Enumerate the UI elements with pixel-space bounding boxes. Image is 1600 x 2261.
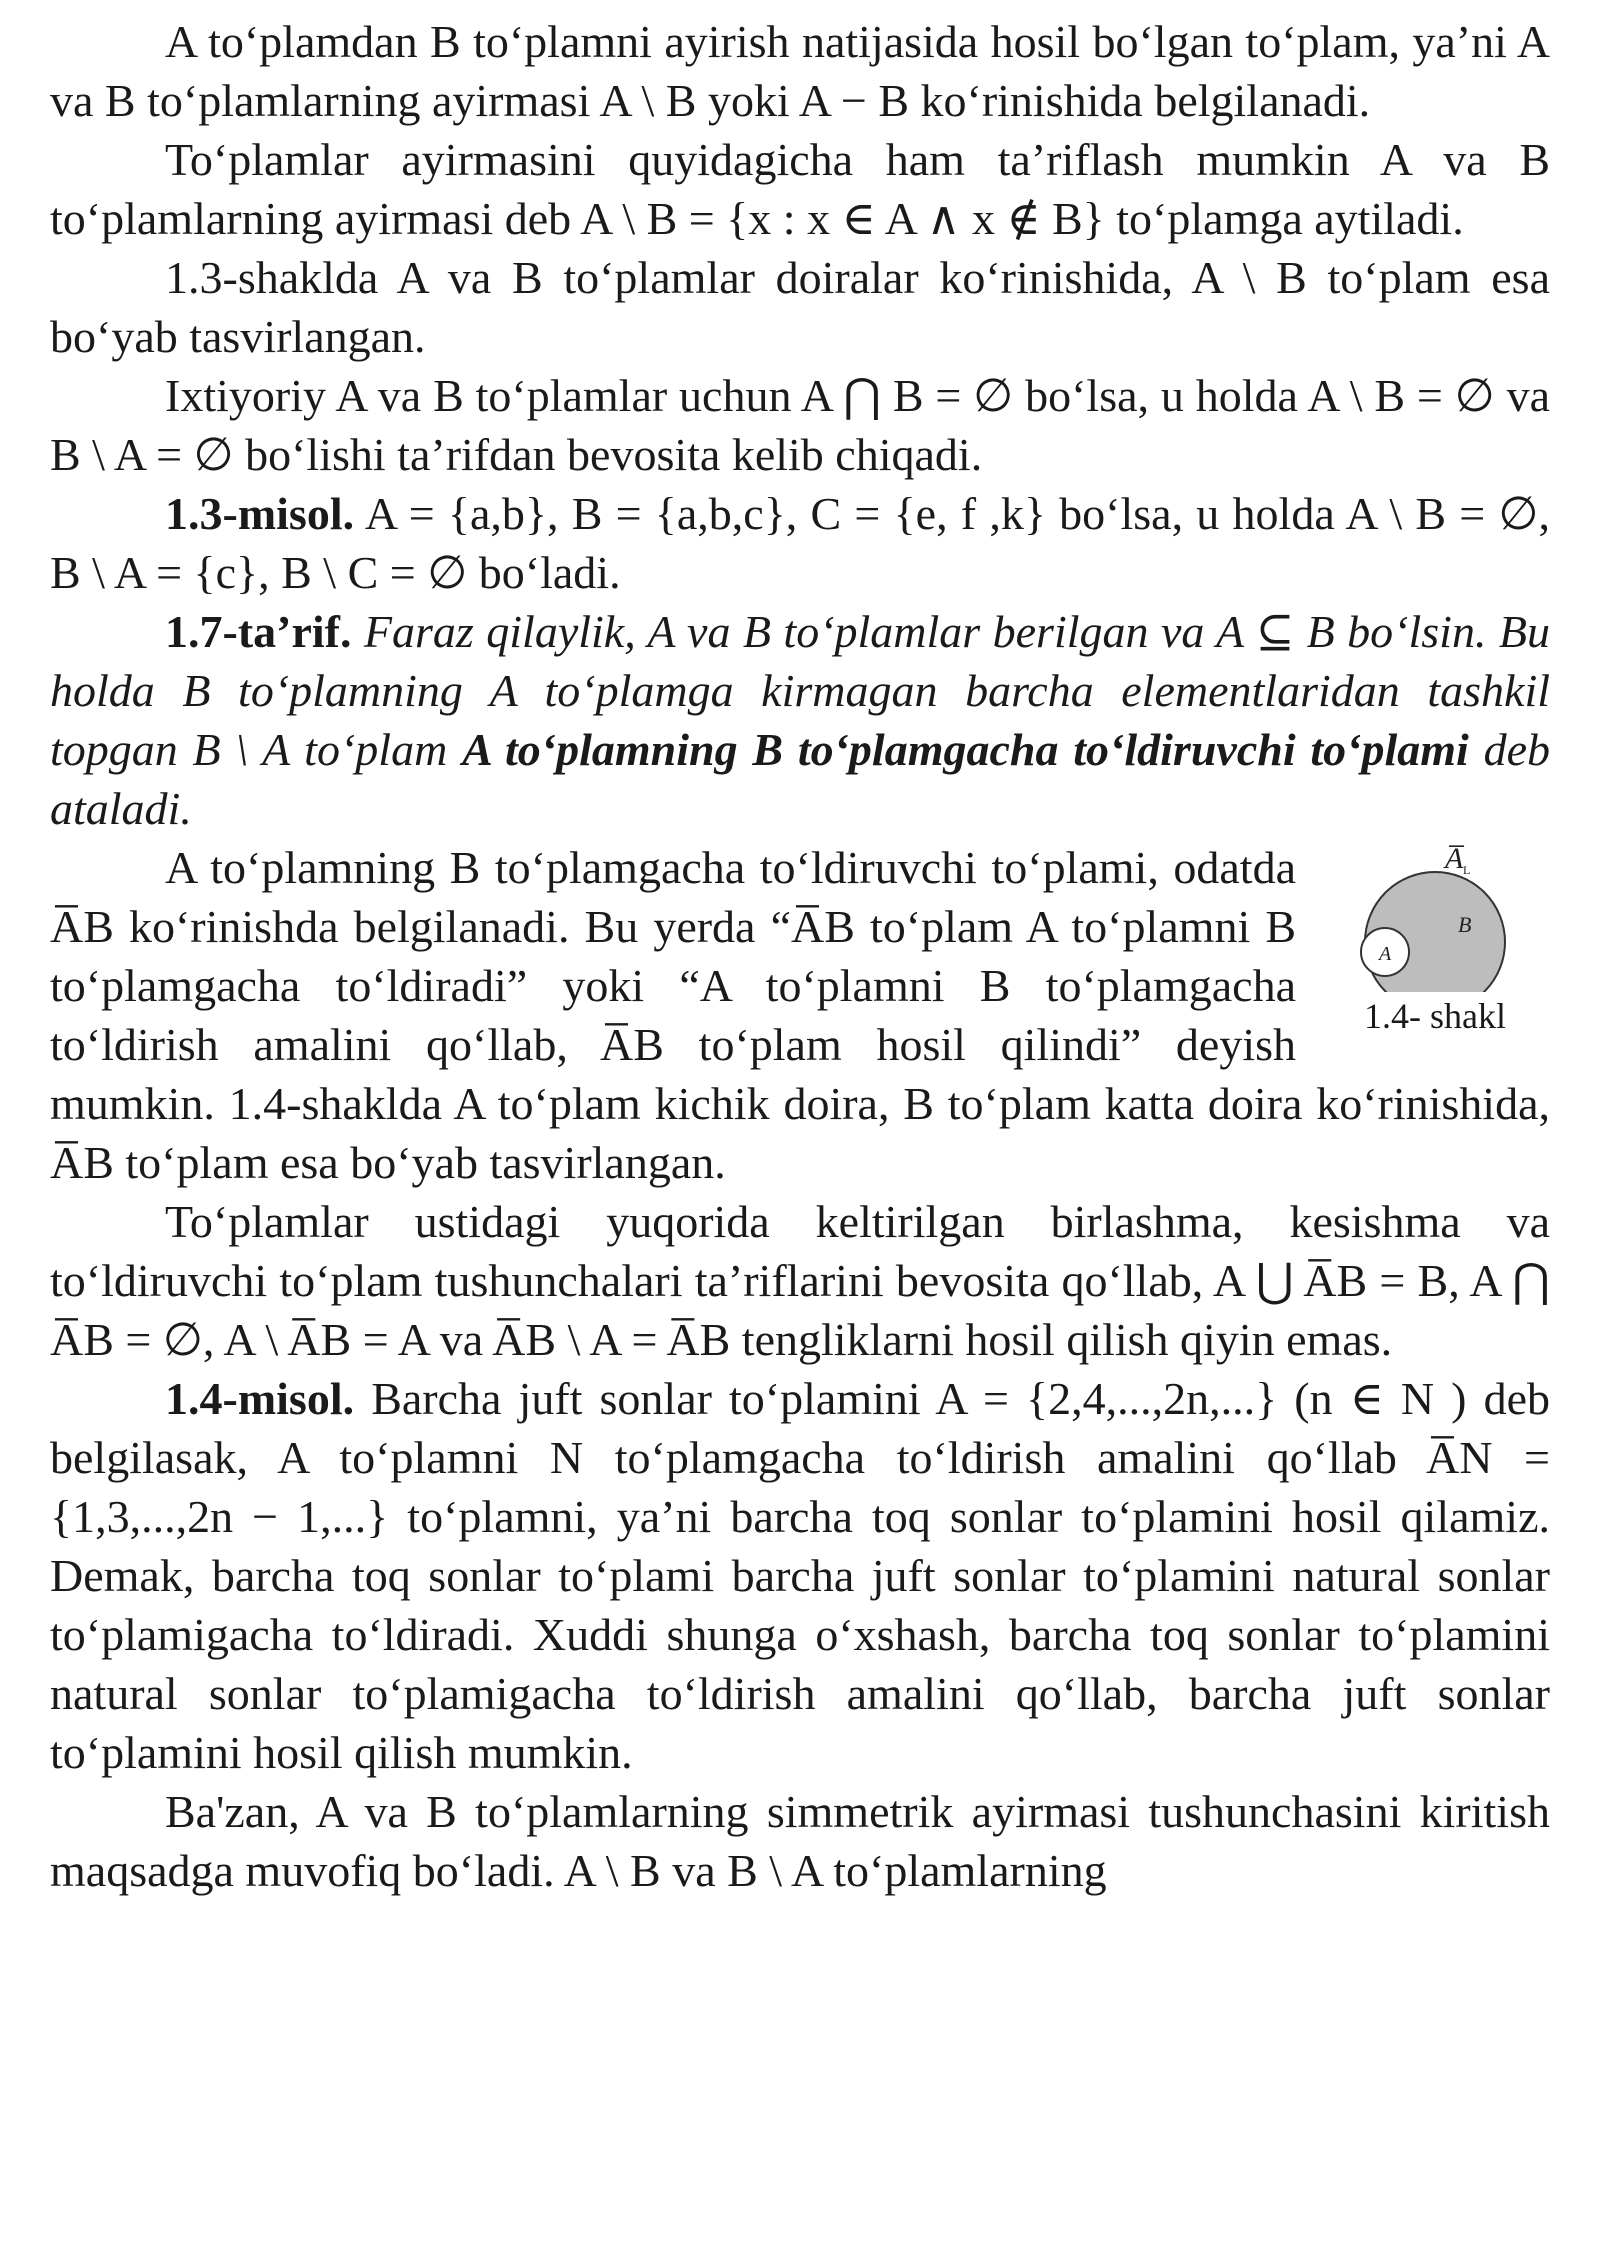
paragraph-2: To‘plamlar ayirmasini quyidagicha ham ta’riflash mumkin A va B to‘plamlarning ayirmasi deb A \ B = {x : x ∈ A ∧ x ∉ B} to‘plamga aytiladi. xyxy=(50,134,1550,244)
definition-term: A to‘plamning B to‘plamgacha to‘ldiruvchi to‘plami xyxy=(462,724,1469,775)
paragraph-7: A to‘plamning B to‘plamgacha to‘ldiruvchi to‘plami, odatda A̅B ko‘rinishda belgilanadi. Bu yerda “A̅B to‘plam A to‘plamni B to‘plamgacha to‘ldiradi” yoki “A to‘plamni B to‘plamgacha to‘ldirish amalini qo‘llab, A̅B to‘plam hosil qilindi” deyish mumkin. 1.4-shaklda A to‘plam kichik doira, B to‘plam katta doira ko‘rinishida, A̅B to‘plam esa bo‘yab tasvirlangan. xyxy=(50,842,1550,1188)
inner-label: A xyxy=(1379,943,1392,965)
paragraph-8: To‘plamlar ustidagi yuqorida keltirilgan birlashma, kesishma va to‘ldiruvchi to‘plam tushunchalari ta’riflarini bevosita qo‘llab, A ⋃ A̅B = B, A ⋂ A̅B = ∅, A \ A̅B = A va A̅B \ A = A̅B tengliklarni hosil qilish qiyin emas. xyxy=(50,1196,1550,1365)
definition-1-7 xyxy=(50,602,1550,838)
outer-label: B xyxy=(1458,912,1472,937)
definition-end: deb ataladi. xyxy=(50,724,1551,834)
paragraph-1: A to‘plamdan B to‘plamni ayirish natijasida hosil bo‘lgan to‘plam, ya’ni A va B to‘plamlarning ayirmasi A \ B yoki A − B ko‘rinishida belgilanadi. xyxy=(50,16,1550,126)
figure-caption: 1.4- shakl xyxy=(1364,996,1506,1036)
paragraph-3: 1.3-shaklda A va B to‘plamlar doiralar ko‘rinishida, A \ B to‘plam esa bo‘yab tasvirlangan. xyxy=(50,252,1550,362)
definition-label: 1.7-ta’rif. xyxy=(165,606,352,657)
figure-1-4 xyxy=(1320,842,1550,1036)
example-1-4 xyxy=(50,1369,1550,1782)
document-page xyxy=(50,0,1550,2261)
paragraph-10: Ba'zan, A va B to‘plamlarning simmetrik ayirmasi tushunchasini kiritish maqsadga muvofiq bo‘ladi. A \ B va B \ A to‘plamlarning xyxy=(50,1786,1550,1896)
paragraph-4: Ixtiyoriy A va B to‘plamlar uchun A ⋂ B = ∅ bo‘lsa, u holda A \ B = ∅ va B \ A = ∅ bo‘lishi ta’rifdan bevosita kelib chiqadi. xyxy=(50,370,1550,480)
complement-label-sub: L xyxy=(1463,863,1471,877)
venn-diagram xyxy=(1335,842,1535,992)
example-text: Barcha juft sonlar to‘plamini A = {2,4,...,2n,...} (n ∈ N ) deb belgilasak, A to‘plamni N to‘plamgacha to‘ldirish amalini qo‘llab A̅N = {1,3,...,2n − 1,...} to‘plamni, ya’ni barcha toq sonlar to‘plamini hosil qilamiz. Demak, barcha toq sonlar to‘plami barcha juft sonlar to‘plamini natural sonlar to‘plamigacha to‘ldiradi. Xuddi shunga o‘xshash, barcha toq sonlar to‘plamini natural sonlar to‘plamigacha to‘ldirish amalini qo‘llab, barcha juft sonlar to‘plamini hosil qilish mumkin. xyxy=(50,1373,1550,1778)
example-1-3 xyxy=(50,484,1550,602)
example-label: 1.3-misol. xyxy=(165,488,355,539)
complement-label: A̅ xyxy=(1445,842,1464,875)
definition-text: Faraz qilaylik, A va B to‘plamlar berilgan va A ⊆ B bo‘lsin. Bu holda B to‘plamning A to‘plamga kirmagan barcha elementlaridan tashkil topgan B \ A to‘plam xyxy=(50,606,1550,775)
example-text: A = {a,b}, B = {a,b,c}, C = {e, f ,k} bo‘lsa, u holda A \ B = ∅, B \ A = {c}, B \ C = ∅ bo‘ladi. xyxy=(50,488,1550,598)
example-label: 1.4-misol. xyxy=(165,1373,355,1424)
